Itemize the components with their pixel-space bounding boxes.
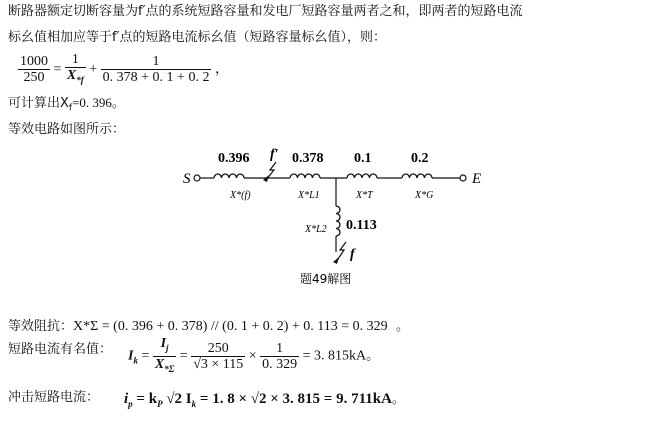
eq3-f2-num: 250 <box>191 341 245 357</box>
node-f-prime-label: f′ <box>270 147 279 162</box>
intro-line-2: 标幺值相加应等于f′点的短路电流标幺值（短路容量标幺值），则： <box>8 30 387 45</box>
eq4-end: 。 <box>391 391 405 406</box>
value-x-l1: 0.378 <box>292 151 324 166</box>
terminal-s <box>194 175 200 181</box>
eq3-lhs-sub: k <box>133 355 138 366</box>
eq1-t1-num: 1 <box>65 52 86 68</box>
eq3-lhs: I <box>128 348 134 364</box>
eq3-times: × <box>248 348 257 364</box>
eq4-result: = 1. 8 × √2 × 3. 815 = 9. 711kA <box>199 391 392 407</box>
inductor-l2 <box>336 206 340 236</box>
eq1-t2-num: 1 <box>101 54 212 70</box>
equivalent-circuit <box>0 140 647 300</box>
equation-2 <box>8 319 409 335</box>
eq1-plus: + <box>89 62 98 78</box>
value-x-l2: 0.113 <box>346 218 377 233</box>
calc-sub: f <box>68 103 73 114</box>
equation-4 <box>124 388 405 409</box>
eq4-tail: √2 I <box>166 391 192 407</box>
inductor-g <box>402 174 432 178</box>
eq2-expr: X*Σ = (0. 396 + 0. 378) // (0. 1 + 0. 2) + 0. 113 = 0. 329 <box>73 319 388 334</box>
label-x-l1: X*L1 <box>298 190 320 201</box>
eq3-f3-num: 1 <box>260 341 299 357</box>
label-x-g: X*G <box>415 190 434 201</box>
value-x-g: 0.2 <box>411 151 429 166</box>
figure-caption: 题49解图 <box>300 272 352 286</box>
intro-line-1: 断路器额定切断容量为f′点的系统短路容量和发电厂短路容量两者之和，即两者的短路电流 <box>8 4 523 19</box>
node-s-label: S <box>183 171 191 187</box>
calc-suffix: =0. 396。 <box>72 95 125 110</box>
equation-3: $I_k$ = $\frac{I_j}{X_{*\Sigma}}$ = $\frac{250}{√3 \times 115}$ × $\frac{1}{0. 329}$ = 3. 815kA。 <box>128 336 379 377</box>
value-x-f: 0.396 <box>218 151 250 166</box>
eq1-lhs-fraction <box>18 54 50 85</box>
eq1-equals: = <box>53 62 62 78</box>
eq3-result: = 3. 815kA <box>302 348 367 364</box>
eq3-frac-1 <box>153 336 176 377</box>
label-x-l2: X*L2 <box>305 224 327 235</box>
eq3-end: 。 <box>366 347 380 363</box>
inductor-l1 <box>290 174 320 178</box>
eq3-f3-den: 0. 329 <box>262 356 298 372</box>
eq4-lhs-sub: p <box>128 399 133 409</box>
equation-1 <box>18 52 229 88</box>
circuit-intro: 等效电路如图所示： <box>8 122 126 137</box>
terminal-e <box>460 175 466 181</box>
eq1-term1 <box>65 52 86 88</box>
eq4-label: 冲击短路电流： <box>8 390 100 405</box>
eq3-f1-num-sub: j <box>166 342 169 353</box>
value-x-t: 0.1 <box>354 151 372 166</box>
eq1-t2-den: 0. 378 + 0. 1 + 0. 2 <box>102 70 210 86</box>
eq1-end: ， <box>214 62 229 78</box>
eq2-end: 。 <box>395 319 409 334</box>
calc-prefix: 可计算出X <box>8 96 69 111</box>
eq4-k-sub: P <box>157 399 163 409</box>
inductor-f <box>214 174 244 178</box>
eq1-t1-sub: *f <box>76 74 84 85</box>
node-e-label: E <box>472 171 482 187</box>
eq3-f1-den-sub: *Σ <box>164 363 175 374</box>
eq3-label: 短路电流有名值： <box>8 342 113 357</box>
eq4-tail-sub: k <box>191 399 197 409</box>
eq3-f1-den: X <box>154 356 165 372</box>
eq1-t1-den: X <box>66 68 77 83</box>
eq1-lhs-num: 1000 <box>20 54 48 70</box>
label-x-t: X*T <box>356 190 373 201</box>
eq3-f1-num: I <box>160 336 167 351</box>
eq1-term2 <box>101 54 212 85</box>
label-x-f: X*(f) <box>230 190 251 201</box>
eq3-frac-2 <box>191 341 245 372</box>
eq3-frac-3 <box>260 341 299 372</box>
node-f-label: f <box>350 247 355 262</box>
eq2-label: 等效阻抗： <box>8 319 74 334</box>
inductor-t <box>347 174 377 178</box>
eq3-f2-den: √3 × 115 <box>193 356 244 372</box>
eq4-lhs: i <box>124 391 129 407</box>
eq1-lhs-den: 250 <box>23 70 45 86</box>
eq4-rest: = k <box>136 391 158 407</box>
calc-line <box>8 95 125 117</box>
